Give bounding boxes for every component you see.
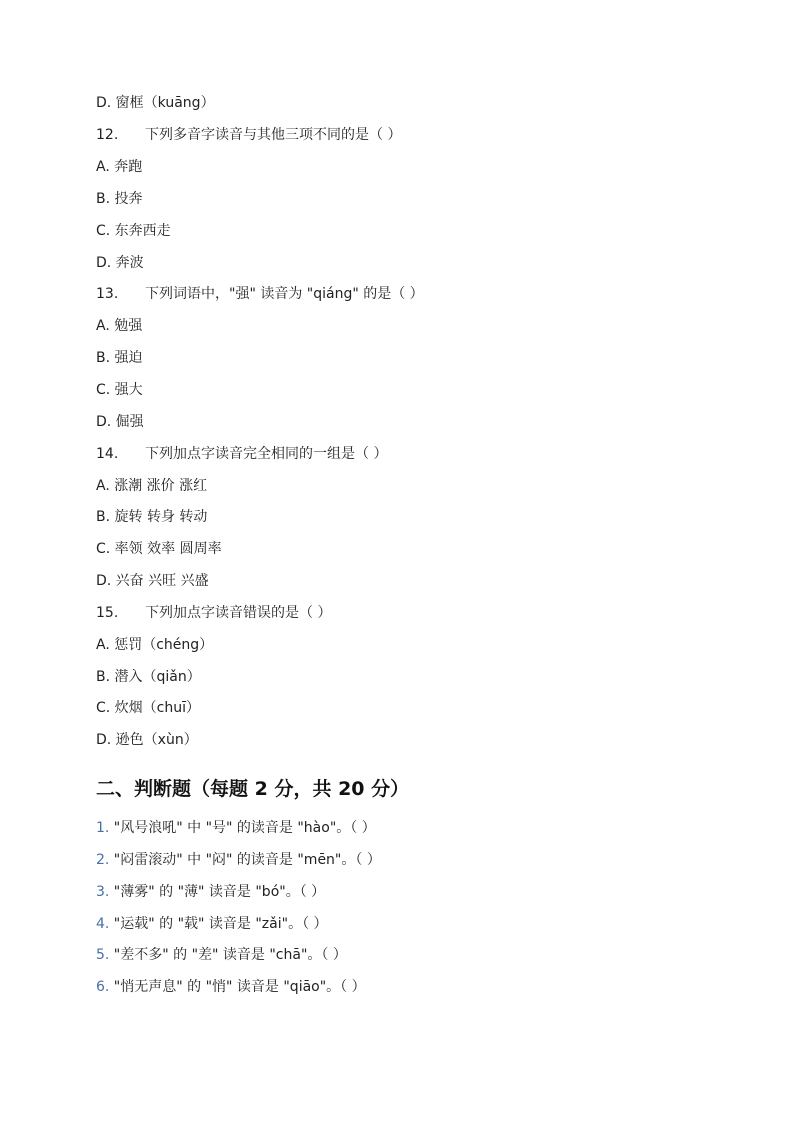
judgment-item — [96, 883, 325, 901]
option-15-b: B. 潜入（qiǎn） — [96, 669, 201, 685]
question-13 — [96, 285, 424, 303]
question-stem: 下列加点字读音错误的是（ ） — [145, 605, 332, 621]
question-stem: 下列词语中，"强" 读音为 "qiáng" 的是（ ） — [145, 286, 424, 302]
item-number: 4. — [96, 916, 110, 932]
judgment-item — [96, 978, 366, 996]
item-number: 2. — [96, 852, 110, 868]
judgment-item — [96, 946, 347, 964]
judgment-item — [96, 915, 328, 933]
judgment-item — [96, 851, 381, 869]
option-14-d: D. 兴奋 兴旺 兴盛 — [96, 573, 209, 589]
option-13-a: A. 勉强 — [96, 318, 143, 334]
option-13-b: B. 强迫 — [96, 350, 143, 366]
option-13-c: C. 强大 — [96, 382, 143, 398]
option-11-d: D. 窗框（kuāng） — [96, 95, 215, 111]
item-number: 6. — [96, 979, 110, 995]
option-15-c: C. 炊烟（chuī） — [96, 700, 201, 716]
question-number: 15. — [96, 605, 119, 621]
option-15-d: D. 逊色（xùn） — [96, 732, 198, 748]
item-text: "风号浪吼" 中 "号" 的读音是 "hào"。（ ） — [109, 820, 376, 836]
option-13-d: D. 倔强 — [96, 414, 144, 430]
option-15-a: A. 惩罚（chéng） — [96, 637, 214, 653]
item-text: "薄雾" 的 "薄" 读音是 "bó"。（ ） — [109, 884, 326, 900]
item-text: "运载" 的 "载" 读音是 "zǎi"。（ ） — [109, 916, 328, 932]
option-14-a: A. 涨潮 涨价 涨红 — [96, 478, 208, 494]
item-text: "差不多" 的 "差" 读音是 "chā"。（ ） — [109, 947, 347, 963]
question-stem: 下列加点字读音完全相同的一组是（ ） — [145, 446, 388, 462]
option-12-a: A. 奔跑 — [96, 159, 143, 175]
item-number: 5. — [96, 947, 110, 963]
question-number: 12. — [96, 127, 119, 143]
question-15 — [96, 604, 331, 622]
section-heading: 二、判断题（每题 2 分，共 20 分） — [96, 778, 410, 800]
item-number: 1. — [96, 820, 110, 836]
item-text: "悄无声息" 的 "悄" 读音是 "qiāo"。（ ） — [109, 979, 366, 995]
question-12 — [96, 126, 401, 144]
question-14 — [96, 445, 387, 463]
item-number: 3. — [96, 884, 110, 900]
option-12-d: D. 奔波 — [96, 255, 144, 271]
judgment-item — [96, 819, 376, 837]
question-stem: 下列多音字读音与其他三项不同的是（ ） — [145, 127, 402, 143]
question-number: 14. — [96, 446, 119, 462]
option-14-c: C. 率领 效率 圆周率 — [96, 541, 222, 557]
option-12-c: C. 东奔西走 — [96, 223, 171, 239]
option-14-b: B. 旋转 转身 转动 — [96, 509, 208, 525]
question-number: 13. — [96, 286, 119, 302]
option-12-b: B. 投奔 — [96, 191, 143, 207]
item-text: "闷雷滚动" 中 "闷" 的读音是 "mēn"。（ ） — [109, 852, 381, 868]
